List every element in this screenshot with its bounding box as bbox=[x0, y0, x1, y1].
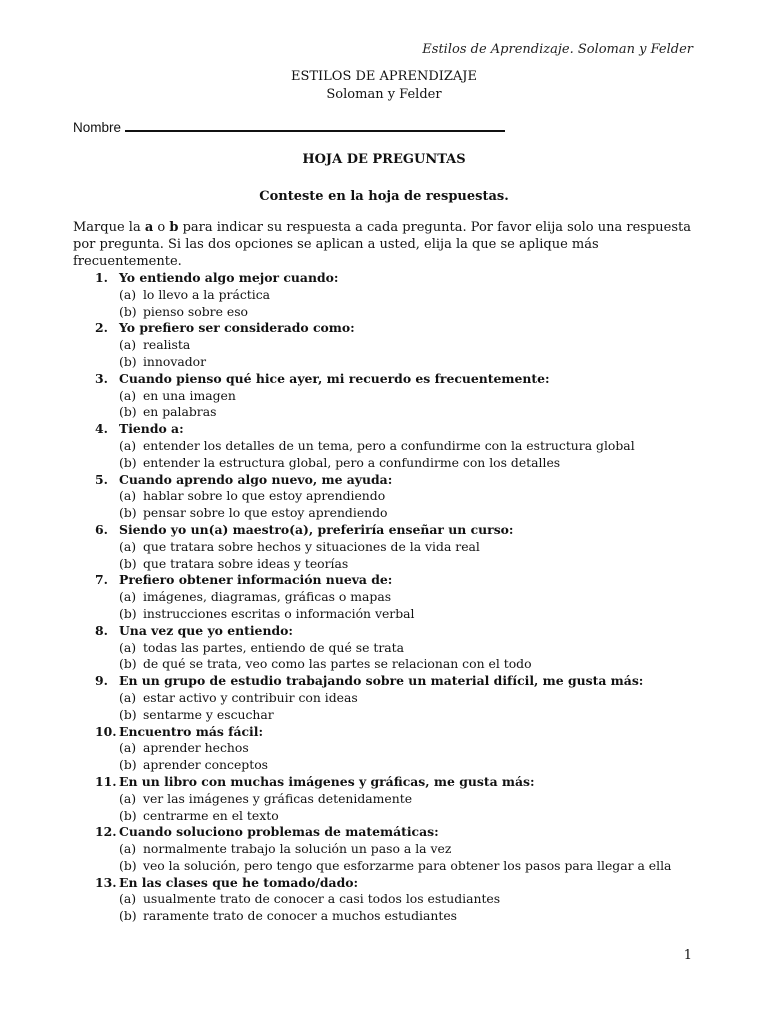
option-text: aprender conceptos bbox=[142, 757, 269, 773]
question-text: Cuando aprendo algo nuevo, me ayuda: bbox=[119, 471, 393, 487]
option-text: todas las partes, entiendo de qué se trata bbox=[142, 639, 405, 655]
option-b bbox=[95, 858, 695, 875]
instructions-b: b bbox=[169, 220, 179, 235]
option-text: lo llevo a la práctica bbox=[142, 286, 271, 302]
option-b bbox=[95, 757, 695, 774]
option-text: aprender hechos bbox=[142, 740, 249, 756]
option-a bbox=[95, 690, 695, 707]
question-item bbox=[95, 875, 695, 925]
question-number: 11. bbox=[95, 773, 117, 789]
option-letter: (b) bbox=[119, 353, 137, 369]
option-letter: (b) bbox=[119, 908, 137, 924]
option-letter: (b) bbox=[119, 656, 137, 672]
option-letter: (a) bbox=[119, 538, 137, 554]
option-a bbox=[95, 337, 695, 354]
question-number: 10. bbox=[95, 723, 117, 739]
option-a bbox=[95, 488, 695, 505]
option-letter: (a) bbox=[119, 639, 137, 655]
question-item bbox=[95, 270, 695, 320]
name-field bbox=[73, 120, 505, 135]
option-letter: (b) bbox=[119, 857, 137, 873]
question-text: Siendo yo un(a) maestro(a), preferiría enseñar un curso: bbox=[119, 521, 514, 537]
option-letter: (b) bbox=[119, 303, 137, 319]
question-list bbox=[95, 270, 695, 925]
question-item bbox=[95, 824, 695, 874]
question-number: 6. bbox=[95, 521, 108, 537]
option-text: imágenes, diagramas, gráficas o mapas bbox=[142, 589, 392, 605]
question-header bbox=[95, 673, 695, 690]
option-letter: (b) bbox=[119, 757, 137, 773]
page-number: 1 bbox=[683, 948, 692, 963]
option-a bbox=[95, 640, 695, 657]
option-letter: (a) bbox=[119, 488, 137, 504]
question-item bbox=[95, 572, 695, 622]
instructions-part2: o bbox=[153, 220, 170, 235]
option-text: ver las imágenes y gráficas detenidamente bbox=[142, 790, 413, 806]
question-number: 12. bbox=[95, 824, 117, 840]
question-text: Yo prefiero ser considerado como: bbox=[119, 320, 355, 336]
option-text: innovador bbox=[142, 353, 207, 369]
question-text: Una vez que yo entiendo: bbox=[119, 622, 293, 638]
option-a bbox=[95, 791, 695, 808]
name-label: Nombre bbox=[73, 120, 122, 135]
option-text: realista bbox=[142, 337, 191, 353]
option-b bbox=[95, 556, 695, 573]
option-letter: (b) bbox=[119, 454, 137, 470]
question-item bbox=[95, 724, 695, 774]
option-b bbox=[95, 505, 695, 522]
option-letter: (a) bbox=[119, 790, 137, 806]
question-text: Cuando pienso qué hice ayer, mi recuerdo es frecuentemente: bbox=[119, 370, 550, 386]
option-text: entender la estructura global, pero a confundirme con los detalles bbox=[142, 454, 561, 470]
option-a bbox=[95, 438, 695, 455]
option-text: usualmente trato de conocer a casi todos los estudiantes bbox=[142, 891, 501, 907]
option-a bbox=[95, 841, 695, 858]
question-header bbox=[95, 623, 695, 640]
question-header bbox=[95, 824, 695, 841]
question-header bbox=[95, 472, 695, 489]
section-subtitle: Conteste en la hoja de respuestas. bbox=[259, 189, 509, 204]
option-letter: (b) bbox=[119, 605, 137, 621]
option-b bbox=[95, 707, 695, 724]
option-text: que tratara sobre ideas y teorías bbox=[142, 555, 349, 571]
option-text: entender los detalles de un tema, pero a confundirme con la estructura global bbox=[142, 437, 635, 453]
question-header bbox=[95, 724, 695, 741]
option-b bbox=[95, 908, 695, 925]
name-underline bbox=[125, 130, 505, 132]
question-number: 13. bbox=[95, 874, 117, 890]
option-b bbox=[95, 404, 695, 421]
question-text: Tiendo a: bbox=[119, 421, 184, 437]
option-b bbox=[95, 606, 695, 623]
option-letter: (a) bbox=[119, 387, 137, 403]
option-a bbox=[95, 388, 695, 405]
running-header: Estilos de Aprendizaje. Soloman y Felder bbox=[422, 42, 693, 57]
question-header bbox=[95, 875, 695, 892]
option-text: que tratara sobre hechos y situaciones de la vida real bbox=[142, 538, 480, 554]
option-b bbox=[95, 656, 695, 673]
option-letter: (b) bbox=[119, 404, 137, 420]
instructions-a: a bbox=[144, 220, 154, 235]
question-item bbox=[95, 623, 695, 673]
question-number: 2. bbox=[95, 320, 108, 336]
option-a bbox=[95, 539, 695, 556]
instructions-part1: Marque la bbox=[73, 220, 145, 235]
option-text: normalmente trabajo la solución un paso a la vez bbox=[142, 841, 452, 857]
question-text: Yo entiendo algo mejor cuando: bbox=[119, 270, 339, 285]
question-header bbox=[95, 320, 695, 337]
option-letter: (a) bbox=[119, 689, 137, 705]
option-text: en palabras bbox=[142, 404, 217, 420]
option-a bbox=[95, 589, 695, 606]
question-text: En un grupo de estudio trabajando sobre un material difícil, me gusta más: bbox=[119, 673, 644, 689]
question-text: En un libro con muchas imágenes y gráficas, me gusta más: bbox=[119, 773, 535, 789]
option-letter: (a) bbox=[119, 589, 137, 605]
question-number: 1. bbox=[95, 270, 108, 285]
section-title: HOJA DE PREGUNTAS bbox=[302, 152, 466, 167]
document-authors: Soloman y Felder bbox=[326, 87, 442, 102]
question-number: 9. bbox=[95, 673, 108, 689]
question-number: 8. bbox=[95, 622, 108, 638]
option-letter: (a) bbox=[119, 841, 137, 857]
option-text: instrucciones escritas o información verbal bbox=[142, 605, 415, 621]
option-letter: (b) bbox=[119, 706, 137, 722]
question-text: Prefiero obtener información nueva de: bbox=[119, 572, 393, 588]
option-letter: (a) bbox=[119, 437, 137, 453]
option-text: pensar sobre lo que estoy aprendiendo bbox=[142, 505, 388, 521]
question-number: 7. bbox=[95, 572, 108, 588]
question-header bbox=[95, 270, 695, 287]
question-text: Cuando soluciono problemas de matemáticas: bbox=[119, 824, 439, 840]
question-item bbox=[95, 371, 695, 421]
option-text: centrarme en el texto bbox=[142, 807, 279, 823]
question-item bbox=[95, 673, 695, 723]
question-number: 5. bbox=[95, 471, 108, 487]
instructions-paragraph bbox=[73, 219, 693, 270]
option-b bbox=[95, 304, 695, 321]
option-letter: (b) bbox=[119, 505, 137, 521]
option-b bbox=[95, 808, 695, 825]
option-text: hablar sobre lo que estoy aprendiendo bbox=[142, 488, 386, 504]
instructions-part3: para indicar su respuesta a cada pregunta. Por favor elija solo una respuesta por pregunta. Si las dos opciones se aplican a usted, elija la que se aplique más frecuentemente. bbox=[73, 220, 691, 269]
option-a bbox=[95, 891, 695, 908]
question-header bbox=[95, 572, 695, 589]
option-letter: (a) bbox=[119, 286, 137, 302]
option-a bbox=[95, 287, 695, 304]
document-title-block bbox=[0, 68, 768, 104]
question-header bbox=[95, 522, 695, 539]
question-text: En las clases que he tomado/dado: bbox=[119, 874, 359, 890]
question-item bbox=[95, 320, 695, 370]
question-text: Encuentro más fácil: bbox=[119, 723, 264, 739]
option-letter: (a) bbox=[119, 337, 137, 353]
question-item bbox=[95, 472, 695, 522]
option-b bbox=[95, 455, 695, 472]
option-text: veo la solución, pero tengo que esforzarme para obtener los pasos para llegar a ella bbox=[142, 857, 672, 873]
option-text: pienso sobre eso bbox=[142, 303, 249, 319]
option-text: de qué se trata, veo como las partes se relacionan con el todo bbox=[142, 656, 532, 672]
option-letter: (a) bbox=[119, 891, 137, 907]
option-letter: (a) bbox=[119, 740, 137, 756]
question-item bbox=[95, 522, 695, 572]
option-text: estar activo y contribuir con ideas bbox=[142, 689, 358, 705]
option-a bbox=[95, 740, 695, 757]
question-header bbox=[95, 371, 695, 388]
option-text: raramente trato de conocer a muchos estudiantes bbox=[142, 908, 458, 924]
question-header bbox=[95, 774, 695, 791]
question-item bbox=[95, 421, 695, 471]
option-letter: (b) bbox=[119, 807, 137, 823]
option-text: en una imagen bbox=[142, 387, 236, 403]
option-letter: (b) bbox=[119, 555, 137, 571]
question-header bbox=[95, 421, 695, 438]
question-number: 4. bbox=[95, 421, 108, 437]
question-item bbox=[95, 774, 695, 824]
option-text: sentarme y escuchar bbox=[142, 706, 274, 722]
document-title: ESTILOS DE APRENDIZAJE bbox=[290, 69, 478, 84]
option-b bbox=[95, 354, 695, 371]
question-number: 3. bbox=[95, 370, 108, 386]
